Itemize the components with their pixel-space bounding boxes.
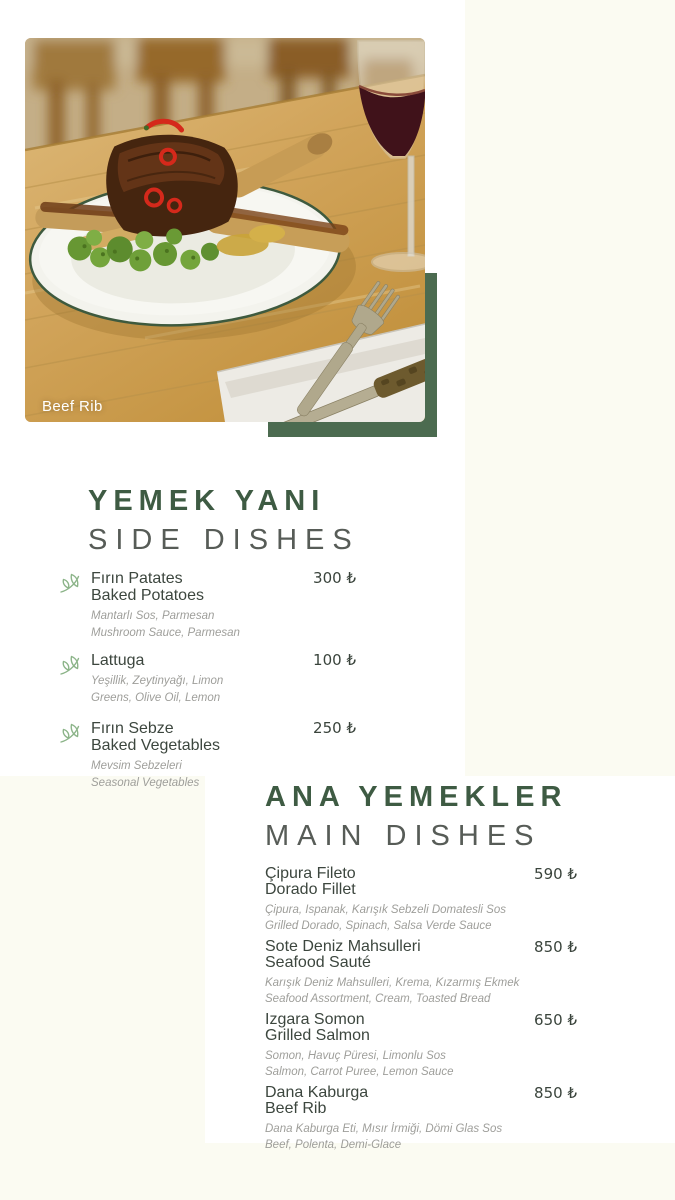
side-dishes-list [58,570,356,802]
vegetarian-leaf-icon [58,721,82,745]
menu-item-cipura-fileto [265,866,577,934]
menu-item-dana-kaburga [265,1085,577,1153]
item-desc-en: Mushroom Sauce, Parmesan [91,627,240,639]
item-name-en: Seafood Sauté [265,954,371,971]
side-dishes-title-tr: YEMEK YANI [88,485,326,517]
item-desc-tr: Somon, Havuç Püresi, Limonlu Sos [265,1050,446,1062]
item-name-tr: Fırın Patates [91,570,183,587]
menu-item-lattuga [58,652,356,710]
item-desc-en: Greens, Olive Oil, Lemon [91,692,221,704]
menu-item-firin-patates [58,570,356,642]
vegetarian-leaf-icon [58,653,82,677]
item-desc-tr: Dana Kaburga Eti, Mısır İrmiği, Dömi Glas Sos [265,1123,503,1135]
item-desc-tr: Çipura, Ispanak, Karışık Sebzeli Domatesli Sos [265,904,506,916]
side-dishes-header [88,484,360,557]
main-dishes-list [265,866,577,1158]
item-name-en: Dorado Fillet [265,881,356,898]
item-price: 850 ₺ [534,938,577,956]
item-desc-tr: Mevsim Sebzeleri [91,760,182,772]
item-price: 100 ₺ [313,651,356,669]
item-desc-tr: Karışık Deniz Mahsulleri, Krema, Kızarmış Ekmek [265,977,520,989]
item-price: 590 ₺ [534,865,577,883]
item-name-tr: Lattuga [91,652,145,669]
item-desc-tr: Yeşillik, Zeytinyağı, Limon [91,675,224,687]
item-price: 650 ₺ [534,1011,577,1029]
side-dishes-title-en: SIDE DISHES [88,524,360,556]
item-name-tr: Sote Deniz Mahsulleri [265,938,421,955]
item-desc-en: Seafood Assortment, Cream, Toasted Bread [265,993,491,1005]
item-name-tr: Izgara Somon [265,1011,365,1028]
main-dishes-title-tr: ANA YEMEKLER [265,781,568,813]
item-desc-en: Salmon, Carrot Puree, Lemon Sauce [265,1066,454,1078]
item-name-tr: Dana Kaburga [265,1084,369,1101]
item-name-en: Baked Potatoes [91,587,204,604]
item-price: 850 ₺ [534,1084,577,1102]
item-desc-tr: Mantarlı Sos, Parmesan [91,610,215,622]
item-name-tr: Fırın Sebze [91,720,174,737]
item-desc-en: Beef, Polenta, Demi-Glace [265,1139,402,1151]
item-name-en: Grilled Salmon [265,1027,370,1044]
main-dishes-header [265,780,567,853]
dish-photo-illustration [25,38,425,422]
main-dishes-title-en: MAIN DISHES [265,820,542,852]
menu-item-sote-deniz-mahsulleri [265,939,577,1007]
item-name-en: Beef Rib [265,1100,327,1117]
item-name-tr: Çipura Fileto [265,865,356,882]
item-name-en: Baked Vegetables [91,737,220,754]
item-price: 250 ₺ [313,719,356,737]
dish-photo [25,38,425,422]
item-desc-en: Seasonal Vegetables [91,777,200,789]
vegetarian-leaf-icon [58,571,82,595]
item-price: 300 ₺ [313,569,356,587]
item-desc-en: Grilled Dorado, Spinach, Salsa Verde Sauce [265,920,492,932]
photo-caption: Beef Rib [42,398,103,415]
menu-item-izgara-somon [265,1012,577,1080]
